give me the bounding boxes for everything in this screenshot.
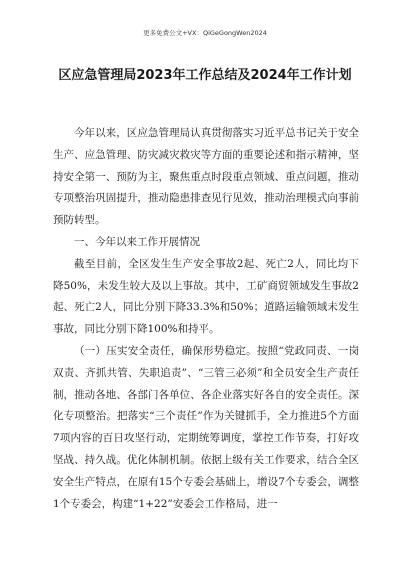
paragraph-intro: 今年以来，区应急管理局认真贯彻落实习近平总书记关于安全生产、应急管理、防灾减灾救灾等方面的重要论述和指示精神，坚持安全第一、预防为主，聚焦重点时段重点领域、重点问题，推动专项整治巩固提升，推动隐患排查见行见效，推动治理模式向事前预防转型。 bbox=[53, 127, 359, 227]
paragraph-responsibility: （一）压实安全责任，确保形势稳定。按照“党政同责、一岗双责、齐抓共管、失职追责”、“三管三必须”和全员安全生产责任制，推动各地、各部门各单位、各企业落实好各自的安全责任。深化专项整治。把落实“三个责任”作为关键抓手，全力推进5个方面7项内容的百日攻坚行动，定期统筹调度，掌控工作节奏，打好攻坚战、持久战。优化体制机制。依据上级有关工作要求，结合全区安全生产特点，在原有15个专委会基础上，增设7个专委会，调整1个专委会，构建“1+22”安委会工作格局，进一 bbox=[53, 344, 359, 510]
header-note: 更多免费公文+VX：QiGeGongWen2024 bbox=[143, 29, 267, 37]
document-body bbox=[53, 123, 359, 515]
section-heading: 一、今年以来工作开展情况 bbox=[74, 235, 200, 248]
document-title: 区应急管理局2023年工作总结及2024年工作计划 bbox=[58, 68, 352, 83]
paragraph-statistics: 截至目前，全区发生生产安全事故2起、死亡2人，同比均下降50%，未发生较大及以上事故。其中，工矿商贸领域发生事故2起、死亡2人，同比分别下降33.3%和50%；道路运输领域未发生事故，同比分别下降100%和持平。 bbox=[53, 257, 359, 336]
